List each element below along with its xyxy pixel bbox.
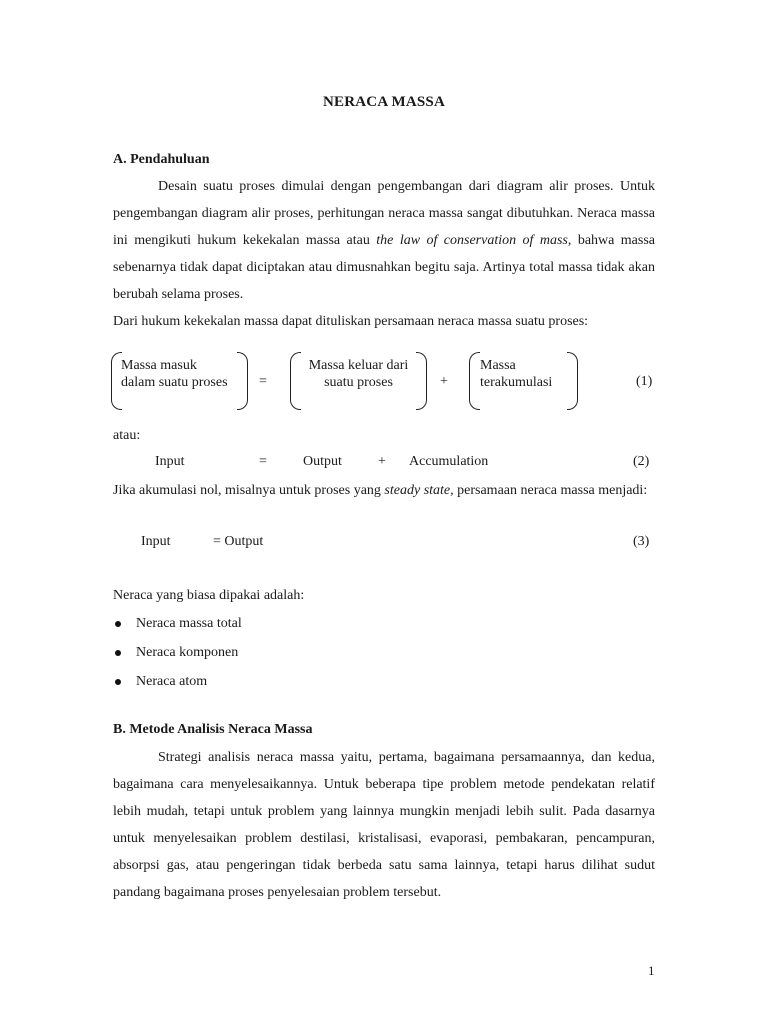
para3-italic: steady state, (384, 483, 454, 498)
eq2-accumulation: Accumulation (409, 454, 489, 469)
list-intro: Neraca yang biasa dipakai adalah: (113, 588, 305, 603)
mass-in-line-2: dalam suatu proses (121, 375, 228, 390)
para1-text-1: Desain suatu proses dimulai dengan pengembangan dari diagram alir proses. Untuk pengembangan diagram alir proses, perhitungan neraca massa sangat dibutuhkan. Neraca massa ini mengikuti hukum kekekalan massa atau (113, 179, 655, 248)
list-item (113, 612, 242, 641)
mass-out-box (290, 352, 427, 408)
section-a-paragraph-3 (113, 477, 655, 504)
left-bracket (469, 352, 480, 410)
eq1-plus-sign: + (440, 374, 448, 389)
right-bracket (567, 352, 578, 410)
eq2-plus-sign: + (378, 454, 386, 469)
section-a-paragraph-2: Dari hukum kekekalan massa dapat dituliskan persamaan neraca massa suatu proses: (113, 314, 589, 329)
section-a-paragraph-1 (113, 173, 655, 308)
list-item-label: Neraca komponen (136, 645, 239, 660)
bullet-icon (115, 679, 121, 685)
balance-types-list (113, 612, 242, 699)
eq2-equals-sign: = (259, 454, 267, 469)
equation-number-1: (1) (636, 374, 653, 389)
right-bracket (237, 352, 248, 410)
para1-text-2: , bahwa massa sebenarnya tidak dapat diciptakan atau dimusnahkan begitu saja. Artinya total massa tidak akan berubah selama proses. (113, 233, 656, 302)
section-a-heading: A. Pendahuluan (113, 152, 210, 167)
section-b-heading: B. Metode Analisis Neraca Massa (113, 722, 313, 737)
list-item-label: Neraca atom (136, 674, 208, 689)
mass-in-line-1: Massa masuk (121, 358, 197, 373)
eq2-input: Input (155, 454, 185, 469)
para1-italic: the law of conservation of mass (376, 233, 568, 248)
mass-out-line-2: suatu proses (324, 375, 393, 390)
list-item (113, 670, 242, 699)
section-b-text: Strategi analisis neraca massa yaitu, pertama, bagaimana persamaannya, dan kedua, bagaimana cara menyelesaikannya. Untuk beberapa tipe problem metode pendekatan relatif lebih mudah, tetapi untuk problem yang lainnya mungkin menjadi lebih sulit. Pada dasarnya untuk menyelesaikan problem destilasi, kristalisasi, evaporasi, pembakaran, pencampuran, absorpsi gas, atau pengeringan tidak berbeda satu sama lainnya, tetapi harus dilihat sudut pandang bagaimana proses penyelesaian problem tersebut. (113, 750, 655, 900)
mass-accumulated-box (469, 352, 578, 408)
eq3-output: = Output (213, 534, 264, 549)
mass-out-line-1: Massa keluar dari (308, 358, 409, 373)
mass-acc-line-2: terakumulasi (480, 375, 553, 390)
section-b-paragraph (113, 744, 655, 906)
bullet-icon (115, 621, 121, 627)
eq2-output: Output (303, 454, 342, 469)
mass-in-box (111, 352, 248, 408)
para3-text-1: Jika akumulasi nol, misalnya untuk proses yang (113, 483, 385, 498)
eq1-equals-sign: = (259, 374, 267, 389)
bullet-icon (115, 650, 121, 656)
list-item (113, 641, 242, 670)
atau-label: atau: (113, 428, 141, 443)
equation-number-3: (3) (633, 534, 650, 549)
list-item-label: Neraca massa total (136, 616, 242, 631)
page-number: 1 (648, 963, 655, 978)
equation-number-2: (2) (633, 454, 650, 469)
page-title: NERACA MASSA (323, 94, 445, 110)
eq3-input: Input (141, 534, 171, 549)
mass-acc-line-1: Massa (480, 358, 516, 373)
para3-text-2: persamaan neraca massa menjadi: (453, 483, 648, 498)
